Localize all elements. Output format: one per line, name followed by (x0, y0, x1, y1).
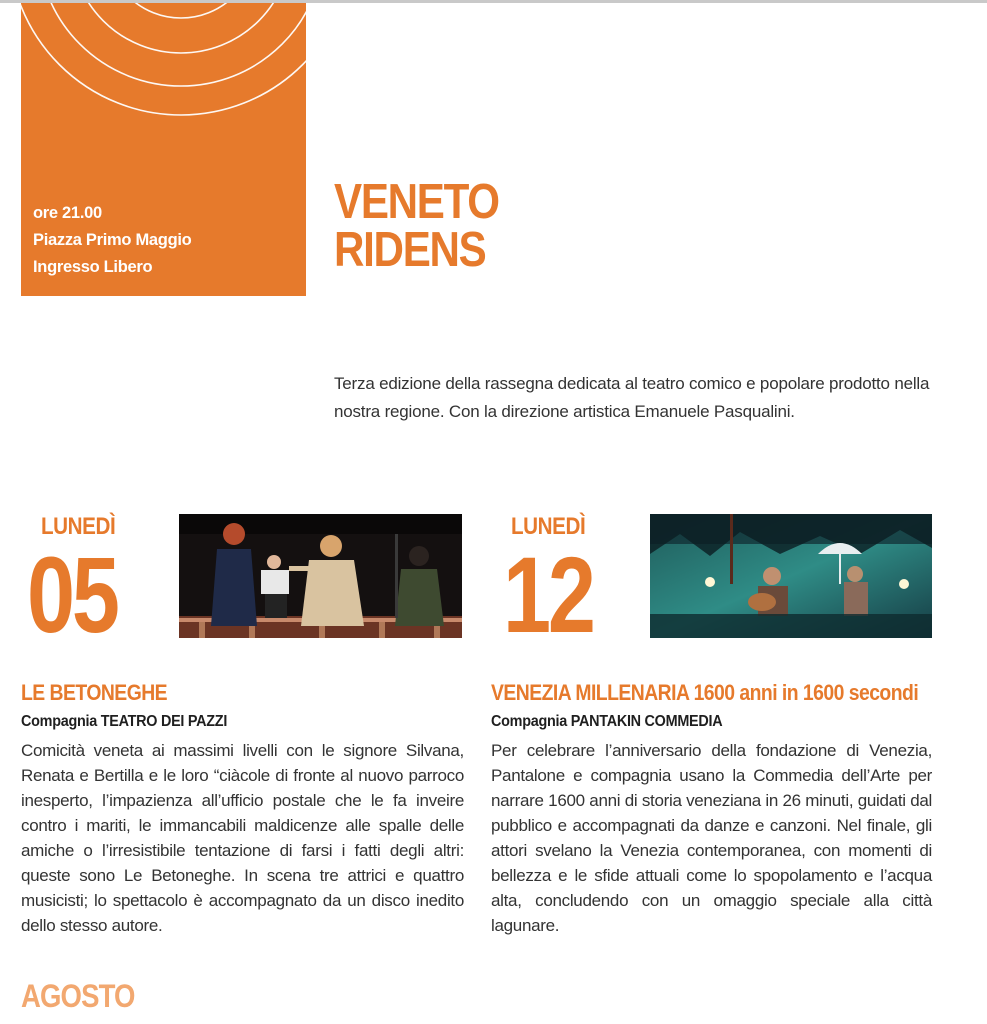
event-2-day: 12 (503, 534, 593, 655)
event-1-photo (179, 514, 462, 638)
title-line-2: RIDENS (334, 223, 486, 277)
event-time: ore 21.00 (33, 204, 102, 222)
next-month-heading: AGOSTO (21, 978, 135, 1014)
event-info-box (21, 3, 306, 296)
event-1-description: Comicità veneta ai massimi livelli con le signore Silvana, Renata e Bertilla e le loro “ciàcole di fronte al nuovo parroco inesperto, l’impazienza all’ufficio postale che le fa inveire contro i mariti, le immancabili maldicenze alle spalle delle amiche o l’irresistibile tentazione di farsi i fatti degli altri: queste sono Le Betoneghe. In scena tre attrici e quattro musicisti; lo spettacolo è accompagnato da un disco inedito dello stesso autore. (21, 741, 464, 935)
event-1-title: LE BETONEGHE (21, 680, 168, 705)
event-1-company: Compagnia TEATRO DEI PAZZI (21, 713, 228, 730)
event-2-description: Per celebrare l’anniversario della fondazione di Venezia, Pantalone e compagnia usano la Commedia dell’Arte per narrare 1600 anni di storia veneziana in 26 minuti, guidati dal pubblico e accompagnati da danze e canzoni. Nel finale, gli attori svelano la Venezia contemporanea, con momenti di bellezza e le sfide attuali come lo spopolamento e l’acqua alta, concludendo con un omaggio speciale alla città lagunare. (491, 741, 932, 935)
title-line-1: VENETO (334, 175, 499, 229)
intro-text: Terza edizione della rassegna dedicata al teatro comico e popolare prodotto nella nostra regione. Con la direzione artistica Emanuele Pasqualini. (334, 374, 930, 421)
event-2-weekday: LUNEDÌ (511, 513, 586, 540)
event-location: Piazza Primo Maggio (33, 231, 192, 249)
event-1-day: 05 (27, 534, 117, 655)
event-2-company: Compagnia PANTAKIN COMMEDIA (491, 713, 723, 730)
event-info (33, 200, 191, 281)
page-title (334, 175, 499, 277)
event-2-photo (650, 514, 932, 638)
event-admission: Ingresso Libero (33, 258, 153, 276)
event-1-weekday: LUNEDÌ (41, 513, 116, 540)
event-2-title: VENEZIA MILLENARIA 1600 anni in 1600 secondi (491, 680, 919, 705)
